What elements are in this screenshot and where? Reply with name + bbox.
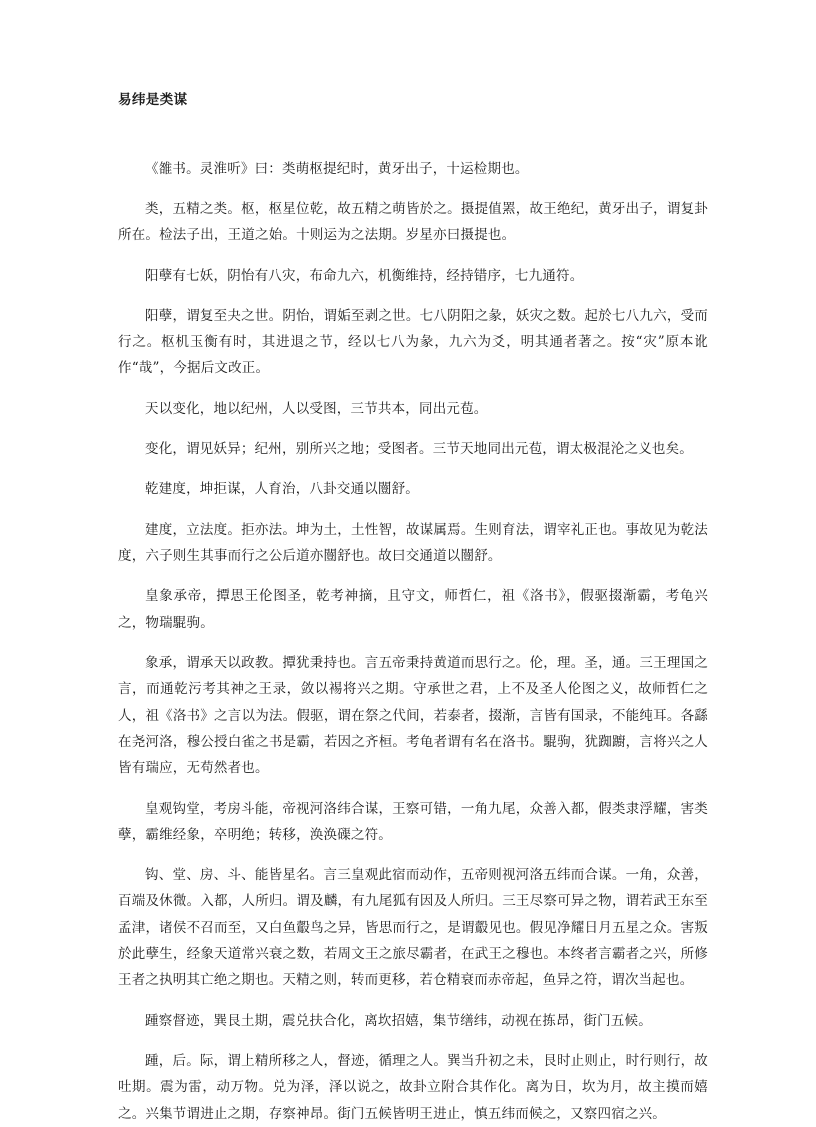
paragraph-commentary-2: 阳孽，谓复至夬之世。阴怡，谓姤至剥之世。七八阴阳之彖，妖灾之数。起於七八九六，受而行之。枢机玉衡有时，其进退之节，经以七八为彖，九六为爻，明其通者著之。按“灾”原本讹作“哉”，今据后文改正。	[118, 307, 708, 377]
paragraph-sutra-5: 皇象承帝，撢思王伦图圣，乾考神摘，且守文，师哲仁，祖《洛书》，假驱掇渐霸，考龟兴之，物瑞騉驹。	[118, 588, 708, 631]
paragraph-commentary-7: 踵，后。际，谓上精所移之人，督迹，循理之人。巽当升初之未，艮时止则止，时行则行，故吐期。震为雷，动万物。兑为泽，泽以说之，故卦立附合其作化。离为日，坎为月，故主摸而嬉之。兴集节谓进止之期，存察神昂。街门五候皆明王进止，慎五纬而候之，又察四宿之兴。	[118, 1053, 708, 1122]
page-title: 易纬是类谋	[118, 92, 188, 108]
paragraph-commentary-1: 类，五精之类。枢，枢星位乾，故五精之萌皆於之。摄提值罴，故王绝纪，黄牙出子，谓复卦所在。检法子出，王道之始。十则运为之法期。岁星亦曰摄提也。	[118, 200, 708, 244]
paragraph-sutra-1: 《雒书。灵淮听》曰：类萌枢提纪时，黄牙出子，十运检期也。	[145, 160, 529, 177]
paragraph-commentary-5: 象承，谓承天以政教。撢犹秉持也。言五帝秉持黄道而思行之。伦，理。圣，通。三王理国之言，而通乾污考其神之王录，敛以裼将兴之期。守承世之君，上不及圣人伦图之义，故师哲仁之人，祖《洛书》之言以为法。假驱，谓在祭之代间，若泰者，掇渐，言皆有国录，不能纯耳。各繇在尧河洛，穆公授白雀之书是霸，若因之齐桓。考龟者谓有名在洛书。騉驹，犹踟躕，言将兴之人皆有瑞应，无苟然者也。	[118, 654, 708, 777]
paragraph-sutra-4: 乾建度，坤拒谋，人育治，八卦交通以闓舒。	[145, 481, 419, 498]
paragraph-sutra-3: 天以变化，地以纪州，人以受图，三节共本，同出元苞。	[145, 400, 488, 417]
page-content-area	[118, 90, 708, 1127]
paragraph-commentary-6: 钩、堂、房、斗、能皆星名。言三皇观此宿而动作，五帝则视河洛五纬而合谋。一角，众善，百端及休微。入都，人所归。谓及麟，有九尾狐有因及人所归。三王尽察可异之物，谓若武王东至孟津，诸侯不召而至，又白鱼鷇鸟之异，皆思而行之，是谓鷇见也。假见净耀日月五星之众。害叛於此孽生，经象天道常兴衰之数，若周文王之旅尽霸者，在武王之穆也。本终者言霸者之兴，所修王者之执明其亡绝之期也。天精之则，转而更移，若仓精衰而赤帝起，鱼异之符，谓次当起也。	[118, 867, 708, 989]
paragraph-sutra-2: 阳孽有七妖，阴怡有八灾，布命九六，机衡维持，经持错序，七九通符。	[145, 267, 584, 284]
paragraph-commentary-4: 建度，立法度。拒亦法。坤为土，土性智，故谋属焉。生则育法，谓宰礼正也。事故见为乾法度，六子则生其事而行之公后道亦闓舒也。故曰交通道以闓舒。	[118, 521, 708, 565]
paragraph-sutra-6: 皇观钩堂，考房斗能，帝视河洛纬合谋，王察可错，一角九尾，众善入都，假类隶浮耀，害类孽，霸维经象，卒明绝；转移，涣涣磲之符。	[118, 800, 708, 843]
paragraph-commentary-3: 变化，谓见妖异；纪州，别所兴之地；受图者。三节天地同出元苞，谓太极混沦之义也矣。	[145, 441, 693, 458]
paragraph-sutra-7: 踵察督迹，巽艮土期，震兑扶合化，离坎招嬉，集节缮纬，动视在拣昂，街门五候。	[145, 1012, 652, 1029]
